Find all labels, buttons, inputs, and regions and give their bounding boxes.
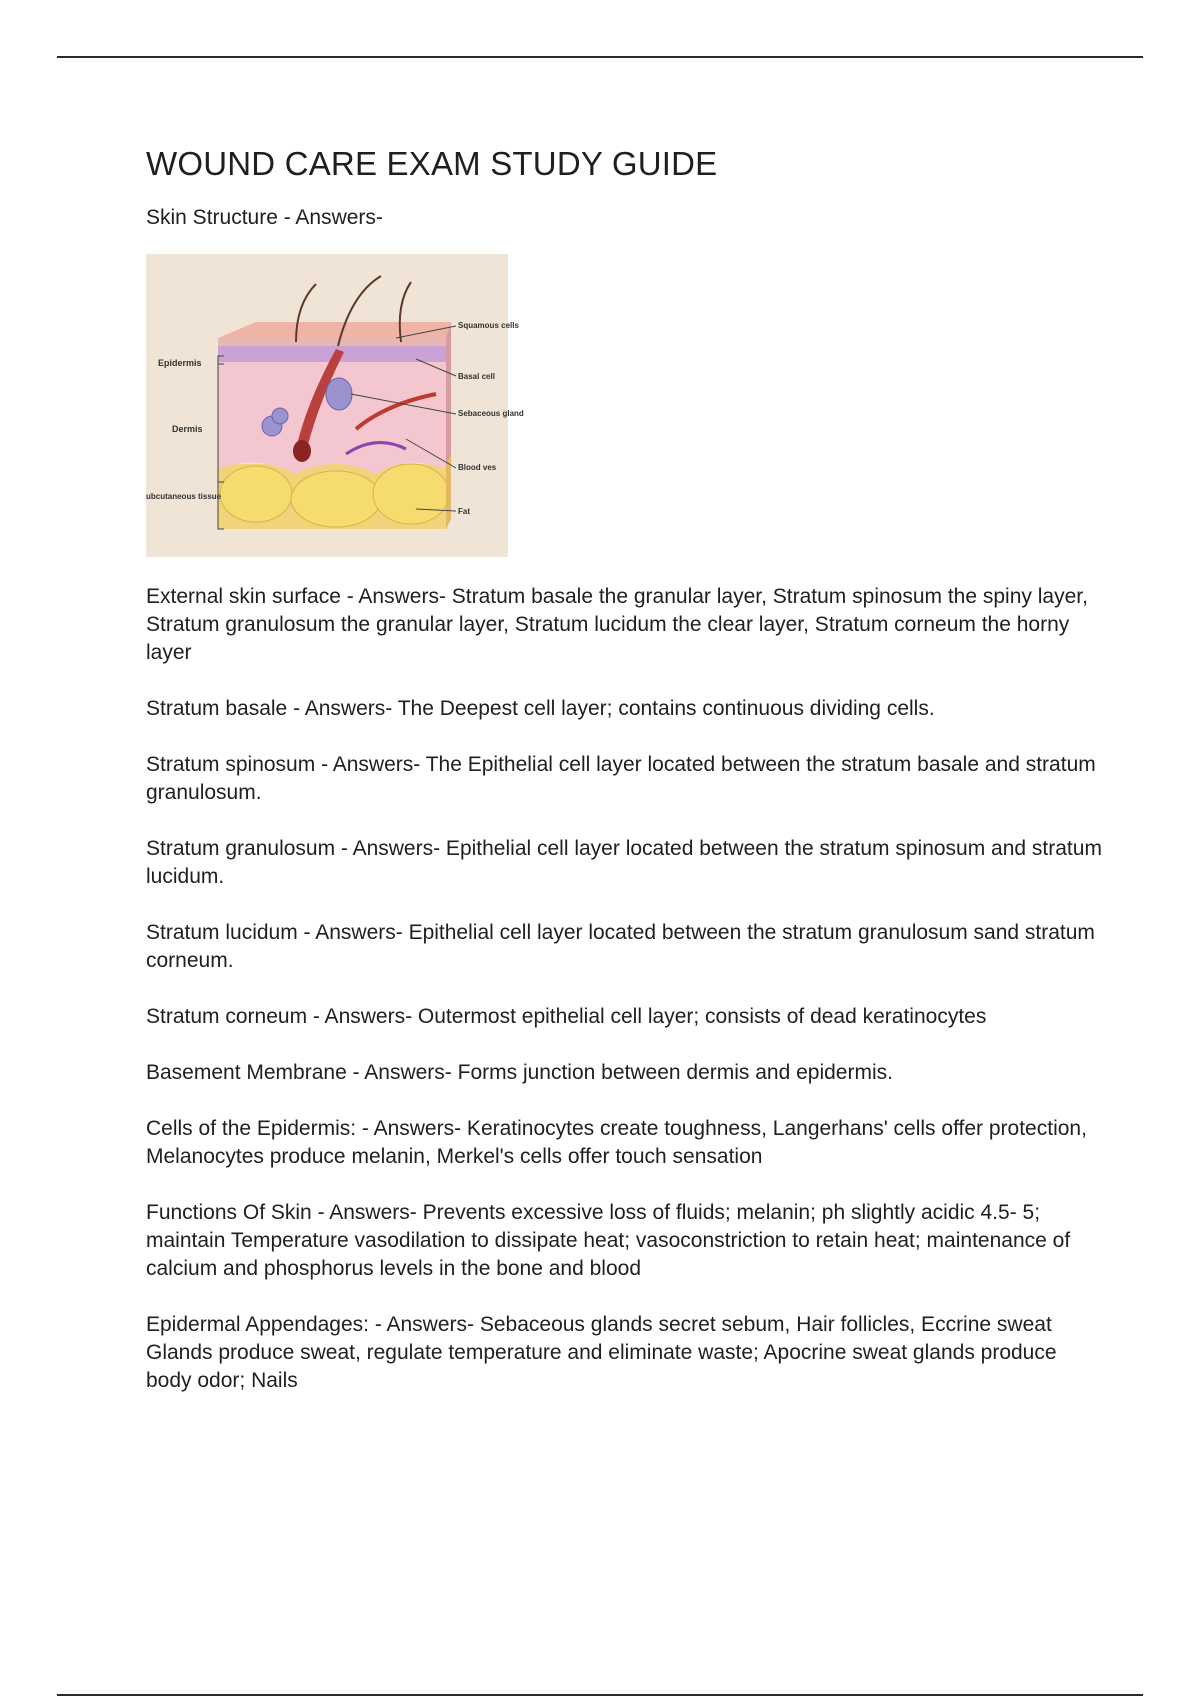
label-dermis: Dermis xyxy=(172,424,203,434)
skin-cross-section-figure xyxy=(146,254,524,557)
document-body xyxy=(146,142,1106,1423)
label-fat: Fat xyxy=(458,507,470,516)
qa-stratum-lucidum: Stratum lucidum - Answers- Epithelial cell layer located between the stratum granulosum sand stratum corneum. xyxy=(146,921,1095,972)
qa-stratum-granulosum: Stratum granulosum - Answers- Epithelial cell layer located between the stratum spinosum and stratum lucidum. xyxy=(146,837,1102,888)
qa-external-skin-surface: External skin surface - Answers- Stratum basale the granular layer, Stratum spinosum the spiny layer, Stratum granulosum the granular layer, Stratum lucidum the clear layer, Stratum corneum the horny layer xyxy=(146,585,1088,664)
qa-basement-membrane: Basement Membrane - Answers- Forms junction between dermis and epidermis. xyxy=(146,1061,893,1084)
qa-epidermal-appendages: Epidermal Appendages: - Answers- Sebaceous glands secret sebum, Hair follicles, Eccrine sweat Glands produce sweat, regulate temperature and eliminate waste; Apocrine sweat glands produce body odor; Nails xyxy=(146,1313,1057,1392)
label-sebaceous-gland: Sebaceous gland xyxy=(458,409,524,418)
skin-structure-heading: Skin Structure - Answers- xyxy=(146,206,383,229)
qa-functions-of-skin: Functions Of Skin - Answers- Prevents excessive loss of fluids; melanin; ph slightly acidic 4.5- 5; maintain Temperature vasodilation to dissipate heat; vasoconstriction to retain heat; maintenance of calcium and phosphorus levels in the bone and blood xyxy=(146,1201,1071,1280)
skin-diagram xyxy=(146,254,524,557)
label-blood-vessel: Blood ves xyxy=(458,463,497,472)
qa-stratum-spinosum: Stratum spinosum - Answers- The Epithelial cell layer located between the stratum basale and stratum granulosum. xyxy=(146,753,1096,804)
label-basal-cell: Basal cell xyxy=(458,372,495,381)
label-squamous-cells: Squamous cells xyxy=(458,321,519,330)
qa-list xyxy=(146,583,1106,1395)
label-subcutaneous: ubcutaneous tissue xyxy=(146,492,222,501)
top-rule xyxy=(57,56,1143,58)
qa-cells-of-epidermis: Cells of the Epidermis: - Answers- Keratinocytes create toughness, Langerhans' cells offer protection, Melanocytes produce melanin, Merkel's cells offer touch sensation xyxy=(146,1117,1087,1168)
qa-stratum-corneum: Stratum corneum - Answers- Outermost epithelial cell layer; consists of dead keratinocytes xyxy=(146,1005,987,1028)
document-title: WOUND CARE EXAM STUDY GUIDE xyxy=(146,145,718,182)
label-epidermis: Epidermis xyxy=(158,358,202,368)
qa-stratum-basale: Stratum basale - Answers- The Deepest cell layer; contains continuous dividing cells. xyxy=(146,697,935,720)
bottom-rule xyxy=(57,1694,1143,1696)
